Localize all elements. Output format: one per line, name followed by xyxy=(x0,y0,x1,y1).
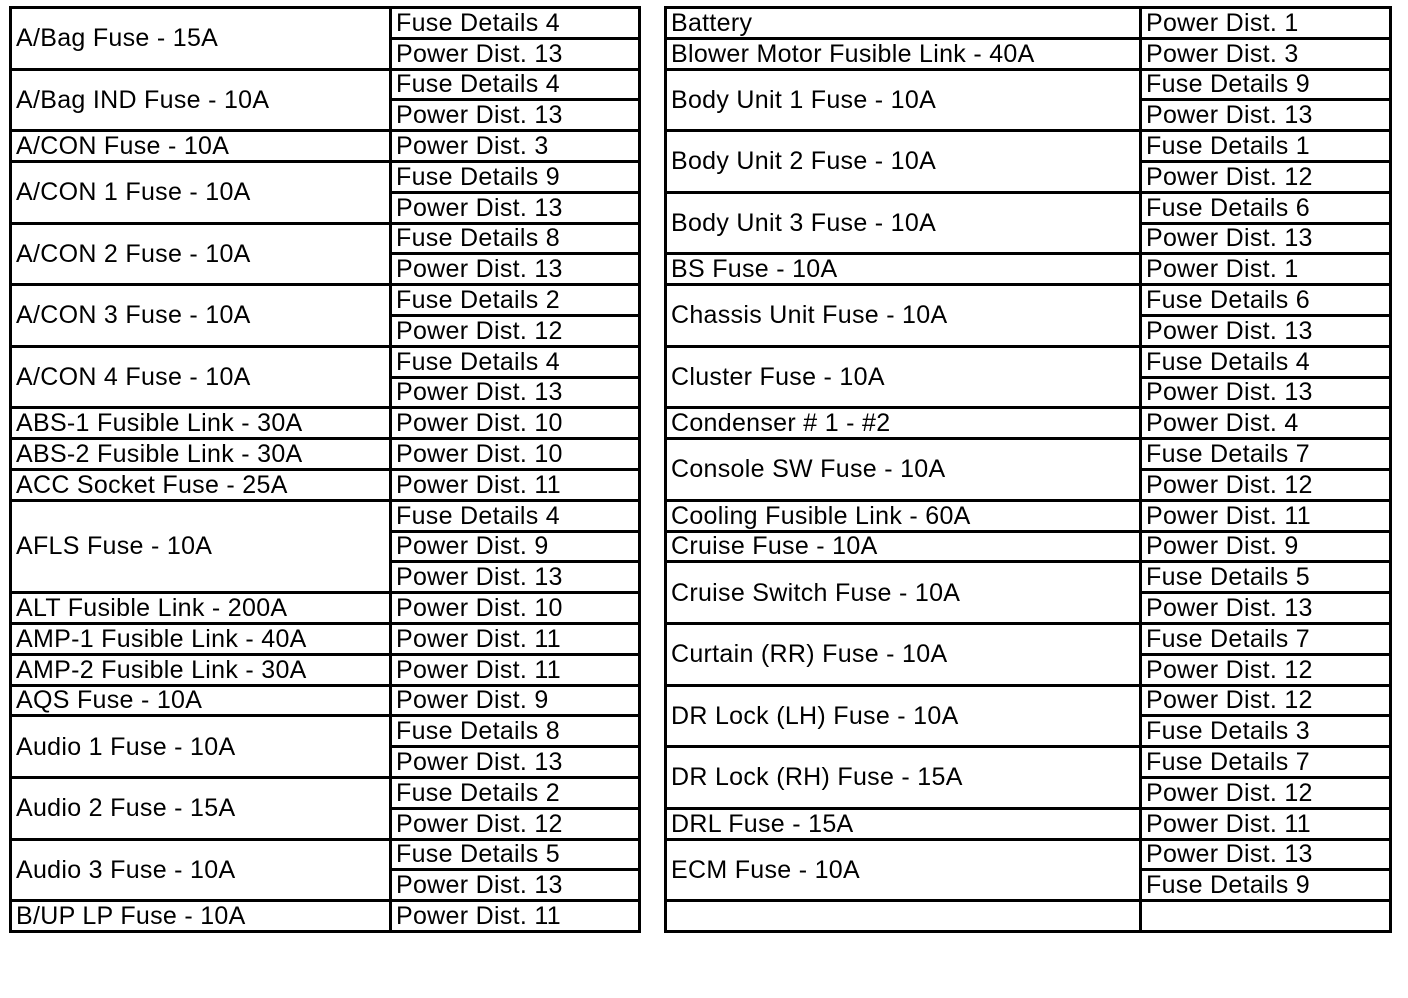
reference-cell: Fuse Details 5 xyxy=(391,839,640,870)
reference-cell: Power Dist. 13 xyxy=(391,870,640,901)
reference-cell: Power Dist. 10 xyxy=(391,408,640,439)
component-name-cell: Audio 2 Fuse - 15A xyxy=(11,777,391,839)
table-row xyxy=(666,562,1391,593)
component-name-cell: DR Lock (LH) Fuse - 10A xyxy=(666,685,1141,747)
fuse-index-table-right xyxy=(664,6,1392,933)
table-row xyxy=(666,901,1391,932)
reference-cell: Power Dist. 11 xyxy=(391,901,640,932)
component-name-cell: Audio 1 Fuse - 10A xyxy=(11,716,391,778)
table-row xyxy=(11,69,640,100)
component-name-cell: DR Lock (RH) Fuse - 15A xyxy=(666,747,1141,809)
reference-cell: Power Dist. 12 xyxy=(1141,469,1391,500)
table-row xyxy=(666,531,1391,562)
component-name-cell: AMP-1 Fusible Link - 40A xyxy=(11,623,391,654)
reference-cell: Fuse Details 5 xyxy=(1141,562,1391,593)
component-name-cell: Audio 3 Fuse - 10A xyxy=(11,839,391,901)
reference-cell: Power Dist. 3 xyxy=(391,131,640,162)
component-name-cell: A/CON 3 Fuse - 10A xyxy=(11,285,391,347)
table-row xyxy=(11,223,640,254)
table-row xyxy=(11,839,640,870)
reference-cell: Fuse Details 8 xyxy=(391,223,640,254)
component-name-cell: Cooling Fusible Link - 60A xyxy=(666,500,1141,531)
reference-cell: Power Dist. 13 xyxy=(391,192,640,223)
table-row xyxy=(666,69,1391,100)
reference-cell: Power Dist. 13 xyxy=(391,38,640,69)
table-row xyxy=(11,901,640,932)
reference-cell: Fuse Details 4 xyxy=(391,346,640,377)
component-name-cell: AQS Fuse - 10A xyxy=(11,685,391,716)
reference-cell: Power Dist. 12 xyxy=(1141,161,1391,192)
component-name-cell: A/Bag IND Fuse - 10A xyxy=(11,69,391,131)
fuse-index-table-left xyxy=(9,6,641,933)
reference-cell: Fuse Details 7 xyxy=(1141,623,1391,654)
reference-cell: Power Dist. 10 xyxy=(391,439,640,470)
table-row xyxy=(666,8,1391,39)
reference-cell: Fuse Details 9 xyxy=(1141,69,1391,100)
component-name-cell: Condenser # 1 - #2 xyxy=(666,408,1141,439)
table-row xyxy=(11,8,640,39)
reference-cell: Fuse Details 2 xyxy=(391,285,640,316)
component-name-cell: AFLS Fuse - 10A xyxy=(11,500,391,592)
table-row xyxy=(666,254,1391,285)
reference-cell: Power Dist. 13 xyxy=(1141,839,1391,870)
component-name-cell: ACC Socket Fuse - 25A xyxy=(11,469,391,500)
table-row xyxy=(11,500,640,531)
reference-cell: Power Dist. 9 xyxy=(391,685,640,716)
component-name-cell: A/Bag Fuse - 15A xyxy=(11,8,391,70)
reference-cell: Fuse Details 4 xyxy=(391,69,640,100)
table-row xyxy=(666,839,1391,870)
component-name-cell: Cruise Fuse - 10A xyxy=(666,531,1141,562)
table-row xyxy=(11,439,640,470)
component-name-cell: ABS-1 Fusible Link - 30A xyxy=(11,408,391,439)
table-row xyxy=(666,285,1391,316)
reference-cell: Power Dist. 11 xyxy=(391,469,640,500)
reference-cell xyxy=(1141,901,1391,932)
component-name-cell: Cluster Fuse - 10A xyxy=(666,346,1141,408)
reference-cell: Power Dist. 4 xyxy=(1141,408,1391,439)
table-row xyxy=(11,716,640,747)
table-row xyxy=(666,623,1391,654)
reference-cell: Power Dist. 13 xyxy=(391,747,640,778)
reference-cell: Power Dist. 11 xyxy=(1141,500,1391,531)
component-name-cell: ALT Fusible Link - 200A xyxy=(11,593,391,624)
reference-cell: Fuse Details 7 xyxy=(1141,747,1391,778)
table-row xyxy=(666,192,1391,223)
table-row xyxy=(11,777,640,808)
component-name-cell: Curtain (RR) Fuse - 10A xyxy=(666,623,1141,685)
reference-cell: Power Dist. 1 xyxy=(1141,254,1391,285)
table-row xyxy=(11,593,640,624)
reference-cell: Fuse Details 3 xyxy=(1141,716,1391,747)
table-row xyxy=(11,131,640,162)
component-name-cell: DRL Fuse - 15A xyxy=(666,808,1141,839)
reference-cell: Power Dist. 13 xyxy=(391,377,640,408)
component-name-cell: ABS-2 Fusible Link - 30A xyxy=(11,439,391,470)
component-name-cell: Body Unit 3 Fuse - 10A xyxy=(666,192,1141,254)
reference-cell: Power Dist. 13 xyxy=(391,100,640,131)
reference-cell: Fuse Details 6 xyxy=(1141,285,1391,316)
reference-cell: Power Dist. 13 xyxy=(391,562,640,593)
reference-cell: Power Dist. 12 xyxy=(1141,654,1391,685)
reference-cell: Power Dist. 12 xyxy=(391,808,640,839)
table-row xyxy=(11,654,640,685)
component-name-cell: A/CON 4 Fuse - 10A xyxy=(11,346,391,408)
reference-cell: Fuse Details 6 xyxy=(1141,192,1391,223)
reference-cell: Power Dist. 13 xyxy=(1141,377,1391,408)
component-name-cell: AMP-2 Fusible Link - 30A xyxy=(11,654,391,685)
table-row xyxy=(11,161,640,192)
component-name-cell: A/CON 2 Fuse - 10A xyxy=(11,223,391,285)
table-row xyxy=(11,469,640,500)
reference-cell: Power Dist. 10 xyxy=(391,593,640,624)
component-name-cell: A/CON 1 Fuse - 10A xyxy=(11,161,391,223)
reference-cell: Power Dist. 13 xyxy=(1141,223,1391,254)
component-name-cell: Cruise Switch Fuse - 10A xyxy=(666,562,1141,624)
table-row xyxy=(666,439,1391,470)
component-name-cell: BS Fuse - 10A xyxy=(666,254,1141,285)
reference-cell: Power Dist. 11 xyxy=(1141,808,1391,839)
reference-cell: Power Dist. 11 xyxy=(391,654,640,685)
reference-cell: Power Dist. 3 xyxy=(1141,38,1391,69)
table-row xyxy=(666,38,1391,69)
reference-cell: Fuse Details 4 xyxy=(1141,346,1391,377)
component-name-cell: Battery xyxy=(666,8,1141,39)
reference-cell: Fuse Details 7 xyxy=(1141,439,1391,470)
component-name-cell: Body Unit 1 Fuse - 10A xyxy=(666,69,1141,131)
component-name-cell: Body Unit 2 Fuse - 10A xyxy=(666,131,1141,193)
reference-cell: Fuse Details 4 xyxy=(391,8,640,39)
table-row xyxy=(666,346,1391,377)
table-row xyxy=(11,285,640,316)
reference-cell: Power Dist. 12 xyxy=(1141,777,1391,808)
table-row xyxy=(11,623,640,654)
table-row xyxy=(11,408,640,439)
reference-cell: Fuse Details 2 xyxy=(391,777,640,808)
table-row xyxy=(11,685,640,716)
reference-cell: Power Dist. 12 xyxy=(391,315,640,346)
component-name-cell: B/UP LP Fuse - 10A xyxy=(11,901,391,932)
component-name-cell: A/CON Fuse - 10A xyxy=(11,131,391,162)
component-name-cell: ECM Fuse - 10A xyxy=(666,839,1141,901)
reference-cell: Power Dist. 9 xyxy=(391,531,640,562)
reference-cell: Fuse Details 4 xyxy=(391,500,640,531)
reference-cell: Power Dist. 13 xyxy=(1141,593,1391,624)
table-row xyxy=(666,500,1391,531)
table-row xyxy=(666,408,1391,439)
reference-cell: Power Dist. 13 xyxy=(391,254,640,285)
table-row xyxy=(666,808,1391,839)
component-name-cell: Console SW Fuse - 10A xyxy=(666,439,1141,501)
reference-cell: Power Dist. 11 xyxy=(391,623,640,654)
component-name-cell: Blower Motor Fusible Link - 40A xyxy=(666,38,1141,69)
table-row xyxy=(666,131,1391,162)
component-name-cell: Chassis Unit Fuse - 10A xyxy=(666,285,1141,347)
reference-cell: Fuse Details 9 xyxy=(1141,870,1391,901)
reference-cell: Power Dist. 13 xyxy=(1141,100,1391,131)
reference-cell: Power Dist. 13 xyxy=(1141,315,1391,346)
table-row xyxy=(11,346,640,377)
reference-cell: Fuse Details 8 xyxy=(391,716,640,747)
component-name-cell xyxy=(666,901,1141,932)
table-row xyxy=(666,747,1391,778)
reference-cell: Fuse Details 9 xyxy=(391,161,640,192)
reference-cell: Fuse Details 1 xyxy=(1141,131,1391,162)
reference-cell: Power Dist. 1 xyxy=(1141,8,1391,39)
reference-cell: Power Dist. 9 xyxy=(1141,531,1391,562)
reference-cell: Power Dist. 12 xyxy=(1141,685,1391,716)
table-row xyxy=(666,685,1391,716)
